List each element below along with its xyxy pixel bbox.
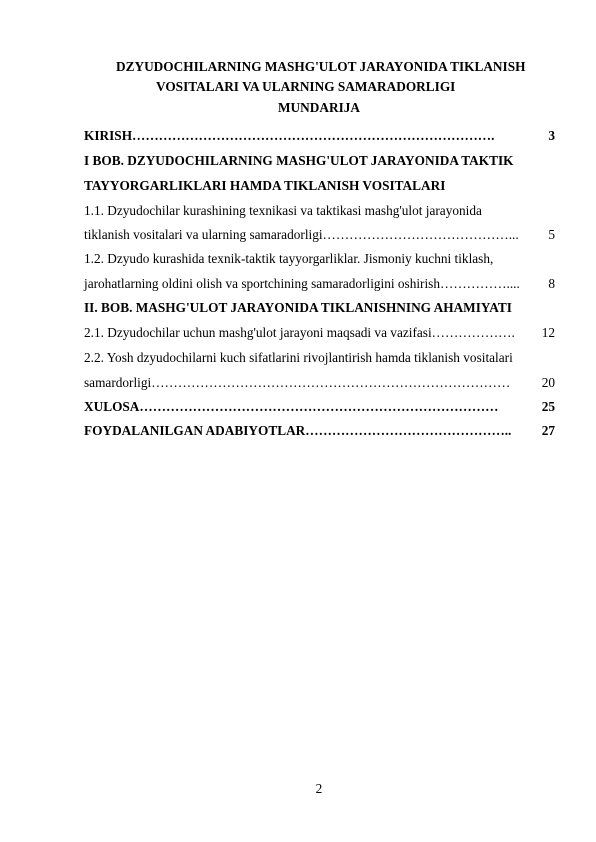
toc-leader-dots: ……………………………………….. (305, 423, 512, 438)
toc-entry-text: jarohatlarning oldini olish va sportchining samaradorligini oshirish (84, 276, 441, 291)
toc-leader-dots: ………………………………………………………………………. (132, 128, 495, 143)
toc-page-number: 27 (541, 423, 555, 438)
toc-chapter-1-line-1: I BOB. DZYUDOCHILARNING MASHG'ULOT JARAYONIDA TAKTIK (84, 153, 514, 168)
toc-entry-text: tiklanish vositalari va ularning samaradorligi (84, 227, 323, 242)
toc-chapter-1-line-2: TAYYORGARLIKLARI HAMDA TIKLANISH VOSITALARI (84, 178, 446, 193)
toc-section-1-1-line-1: 1.1. Dzyudochilar kurashining texnikasi va taktikasi mashg'ulot jarayonida (84, 203, 482, 218)
toc-entry-xulosa (84, 399, 555, 415)
toc-page-number: 3 (548, 128, 555, 143)
toc-section-2-2-line-1: 2.2. Yosh dzyudochilarni kuch sifatlarini rivojlantirish hamda tiklanish vositalari (84, 350, 513, 365)
toc-entry-text: FOYDALANILGAN ADABIYOTLAR (84, 423, 306, 438)
toc-page-number: 5 (548, 227, 555, 242)
toc-chapter-2: II. BOB. MASHG'ULOT JARAYONIDA TIKLANISHNING AHAMIYATI (84, 300, 512, 315)
toc-section-1-1-line-2 (84, 227, 555, 243)
toc-section-2-2-line-2 (84, 375, 555, 391)
toc-entry-text: 2.1. Dzyudochilar uchun mashg'ulot jarayoni maqsadi va vazifasi (84, 325, 432, 340)
title-line-1: DZYUDOCHILARNING MASHG'ULOT JARAYONIDA TIKLANISH (116, 59, 526, 74)
toc-entry-text: XULOSA (84, 399, 140, 414)
toc-page-number: 20 (541, 375, 555, 390)
toc-entry-kirish (84, 128, 555, 144)
toc-section-2-1 (84, 325, 555, 341)
toc-leader-dots: ……………………………………... (322, 227, 519, 242)
toc-entry-text: KIRISH (84, 128, 133, 143)
page-number: 2 (315, 781, 323, 796)
toc-leader-dots: ……………………………………………………………………… (151, 375, 511, 390)
toc-section-1-2-line-1: 1.2. Dzyudo kurashida texnik-taktik tayyorgarliklar. Jismoniy kuchni tiklash, (84, 251, 494, 266)
toc-page-number: 12 (541, 325, 555, 340)
title-line-2: VOSITALARI VA ULARNING SAMARADORLIGI (156, 79, 456, 94)
toc-entry-text: samardorligi (84, 375, 152, 390)
toc-section-1-2-line-2 (84, 276, 555, 292)
toc-heading: MUNDARIJA (278, 100, 360, 115)
toc-page-number: 25 (541, 399, 555, 414)
toc-entry-adabiyotlar (84, 423, 555, 439)
toc-leader-dots: …………….... (440, 276, 520, 291)
toc-leader-dots: ………………. (431, 325, 515, 340)
toc-leader-dots: ……………………………………………………………………… (139, 399, 499, 414)
toc-page-number: 8 (548, 276, 555, 291)
